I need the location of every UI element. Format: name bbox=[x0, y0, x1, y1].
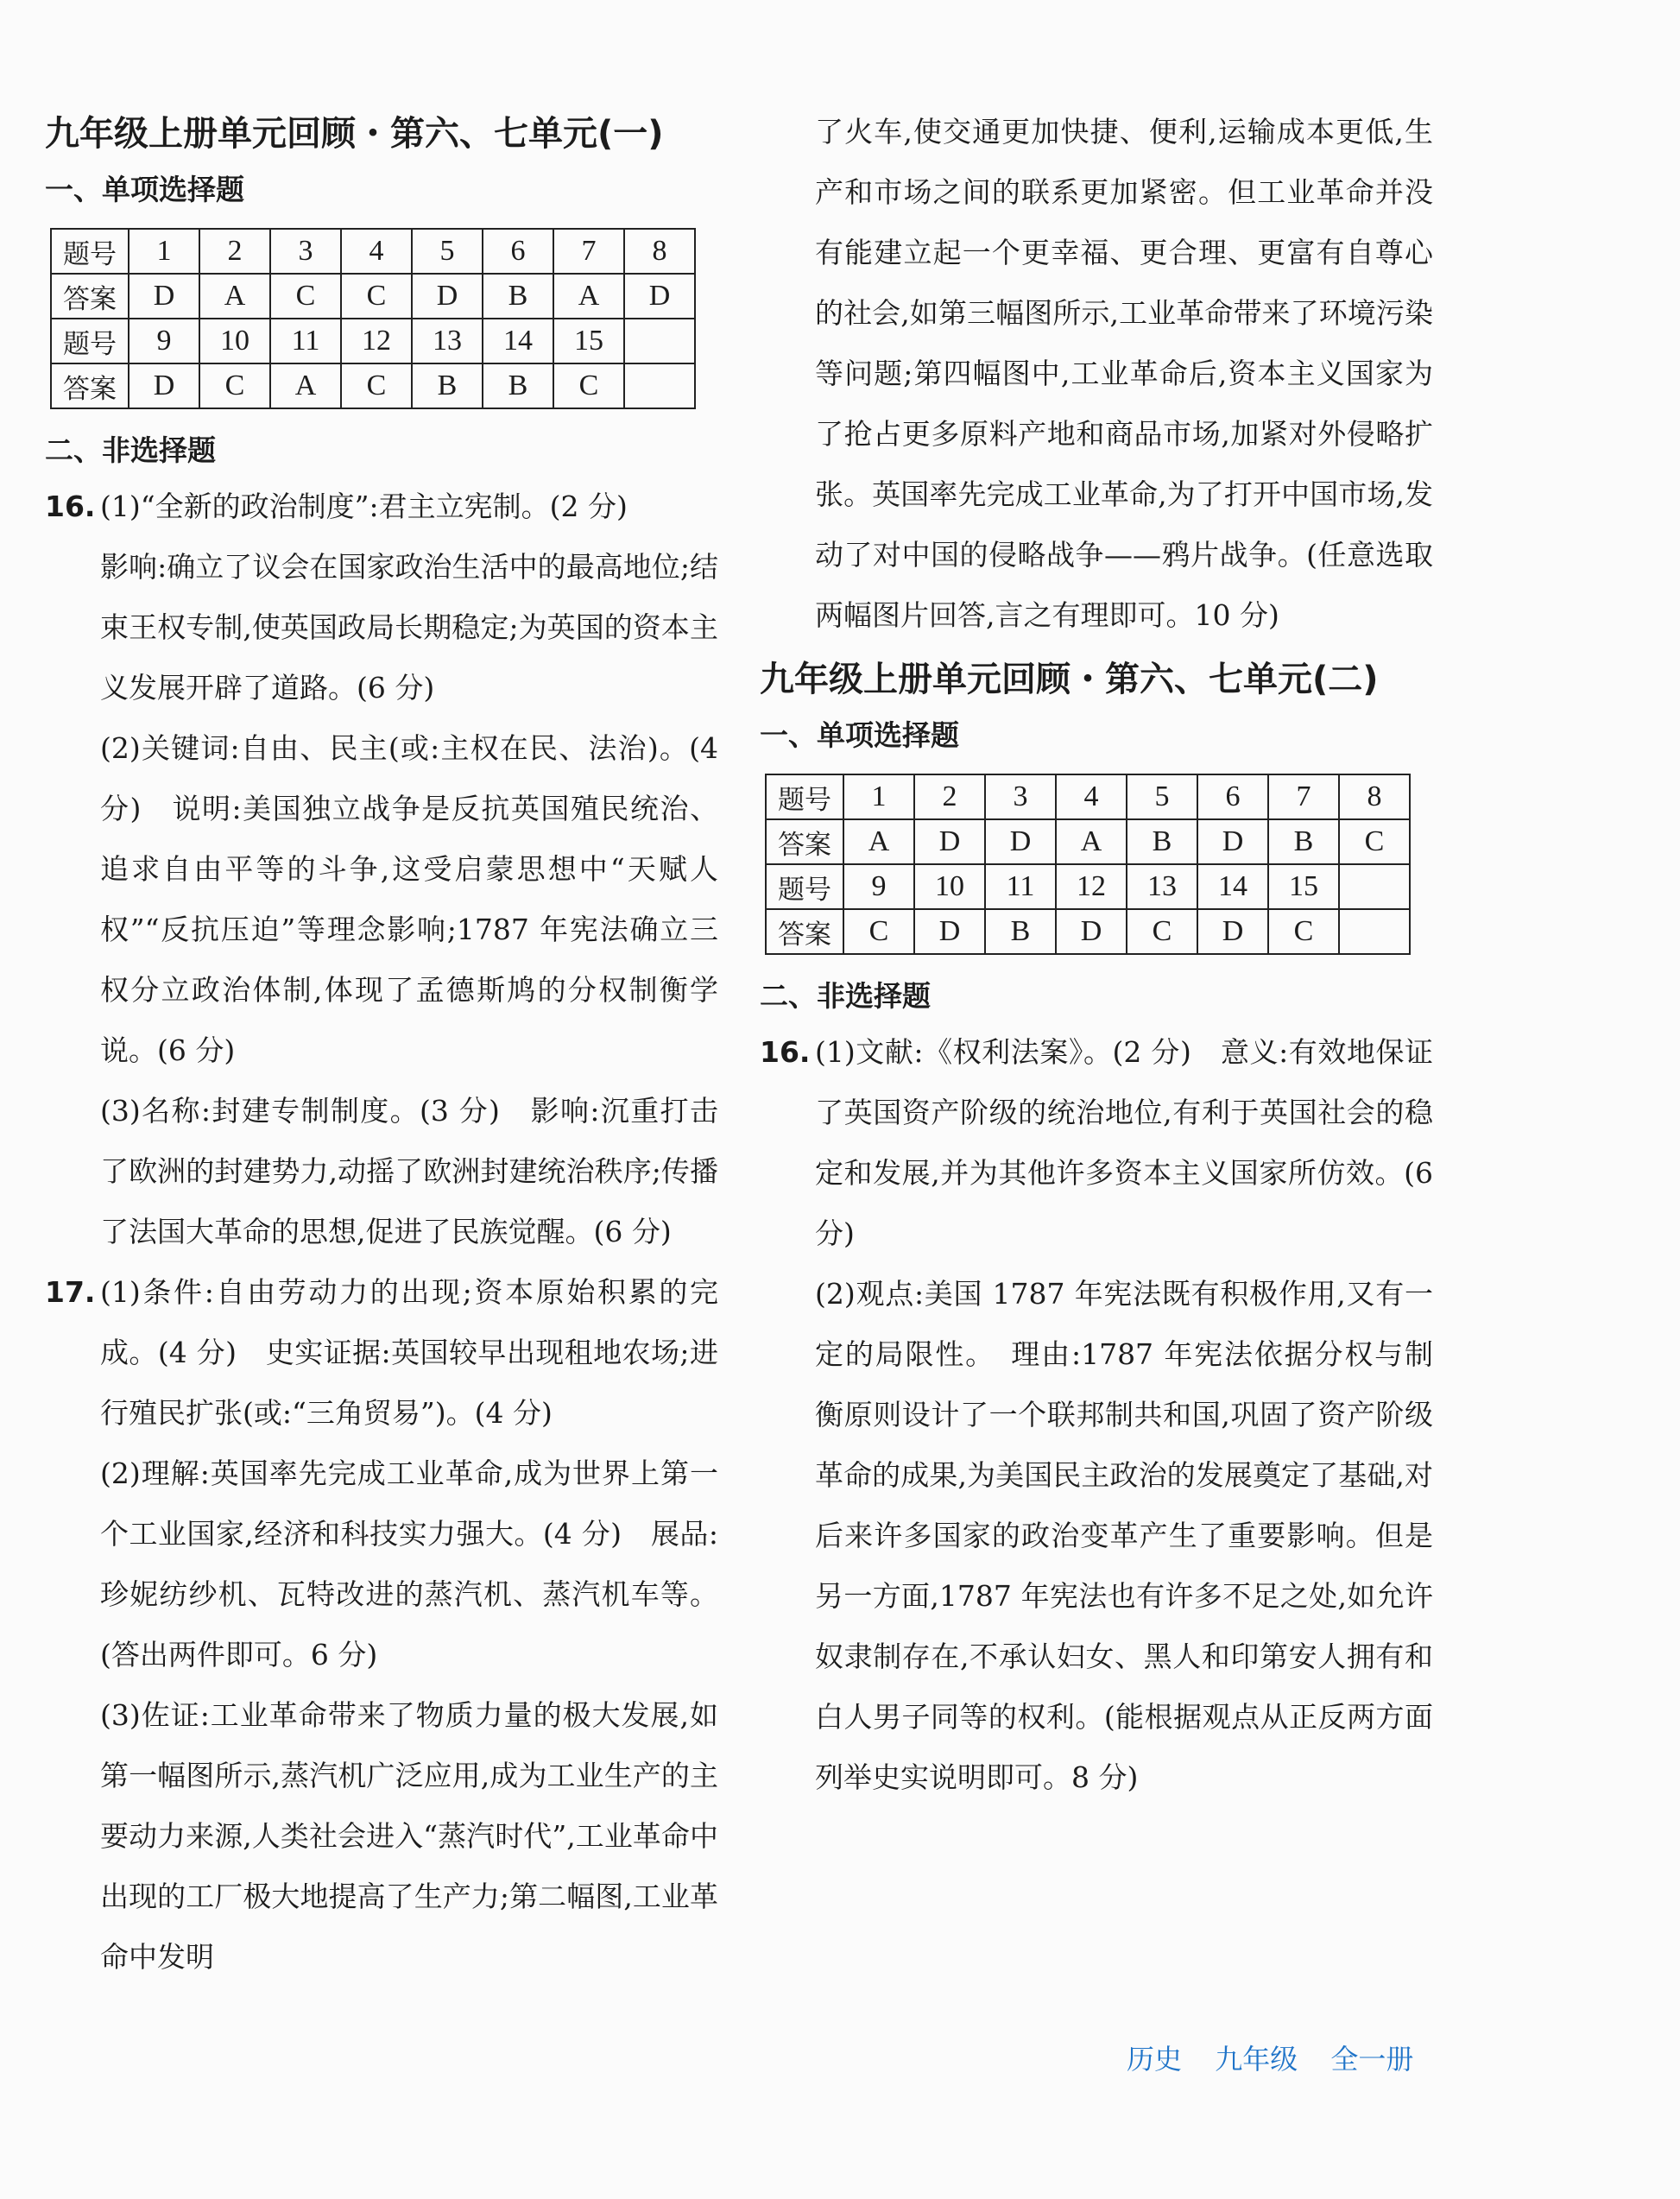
q-number: 10 bbox=[199, 319, 270, 363]
answer-cell: D bbox=[1197, 819, 1268, 864]
answer-cell: D bbox=[985, 819, 1056, 864]
answer-cell: B bbox=[1268, 819, 1339, 864]
q-number: 14 bbox=[483, 319, 553, 363]
section2-title: 九年级上册单元回顾・第六、七单元(二) bbox=[760, 660, 1379, 699]
q-number: 2 bbox=[199, 229, 270, 274]
q-number: 15 bbox=[1268, 864, 1339, 909]
answer-cell: C bbox=[843, 909, 914, 954]
table-row bbox=[51, 319, 695, 363]
answer-cell: D bbox=[914, 909, 985, 954]
answer-cell: D bbox=[412, 274, 483, 319]
answer-cell: D bbox=[129, 363, 199, 408]
q-number: 3 bbox=[985, 774, 1056, 819]
q-number: 3 bbox=[270, 229, 341, 274]
q-number: 5 bbox=[412, 229, 483, 274]
answer-cell: C bbox=[341, 363, 412, 408]
question-number: 17. bbox=[45, 1275, 96, 1309]
footer-subject: 历史 bbox=[1127, 2043, 1183, 2076]
answer-cell: C bbox=[553, 363, 624, 408]
q-number bbox=[624, 319, 695, 363]
header-cell: 题号 bbox=[766, 864, 843, 909]
q-number: 13 bbox=[412, 319, 483, 363]
table-row bbox=[51, 229, 695, 274]
header-cell: 答案 bbox=[766, 819, 843, 864]
q-number: 8 bbox=[1339, 774, 1410, 819]
answer-cell: D bbox=[624, 274, 695, 319]
q-number: 4 bbox=[1056, 774, 1127, 819]
q-number: 11 bbox=[985, 864, 1056, 909]
q-number: 15 bbox=[553, 319, 624, 363]
section1-part1-title: 一、单项选择题 bbox=[45, 173, 244, 206]
answer-cell: B bbox=[1127, 819, 1197, 864]
question-number: 16. bbox=[760, 1035, 811, 1069]
answer-paragraph: (3)名称:封建专制制度。(3 分) 影响:沉重打击了欧洲的封建势力,动摇了欧洲封建统治秩序;传播了法国大革命的思想,促进了民族觉醒。(6 分) bbox=[100, 1094, 718, 1248]
header-cell: 题号 bbox=[51, 229, 129, 274]
answer-cell: A bbox=[843, 819, 914, 864]
section2-part2-title: 二、非选择题 bbox=[760, 979, 931, 1013]
answer-cell: C bbox=[199, 363, 270, 408]
answer-cell bbox=[624, 363, 695, 408]
table-row bbox=[766, 774, 1410, 819]
table-row bbox=[51, 363, 695, 408]
question-16-section2 bbox=[760, 1022, 1433, 1808]
question-17-continued: 了火车,使交通更加快捷、便利,运输成本更低,生产和市场之间的联系更加紧密。但工业革命并没有能建立起一个更幸福、更合理、更富有自尊心的社会,如第三幅图所示,工业革命带来了环境污染等问题;第四幅图中,工业革命后,资本主义国家为了抢占更多原料产地和商品市场,加紧对外侵略扩张。英国率先完成工业革命,为了打开中国市场,发动了对中国的侵略战争——鸦片战争。(任意选取两幅图片回答,言之有理即可。10 分) bbox=[815, 115, 1433, 632]
q-number: 11 bbox=[270, 319, 341, 363]
section1-title: 九年级上册单元回顾・第六、七单元(一) bbox=[45, 114, 664, 154]
q-number: 9 bbox=[129, 319, 199, 363]
q-number: 6 bbox=[483, 229, 553, 274]
page-footer bbox=[1127, 2038, 1437, 2077]
answer-cell: D bbox=[914, 819, 985, 864]
q-number: 4 bbox=[341, 229, 412, 274]
q-number: 6 bbox=[1197, 774, 1268, 819]
q-number: 13 bbox=[1127, 864, 1197, 909]
answer-cell: C bbox=[1127, 909, 1197, 954]
q-number: 7 bbox=[553, 229, 624, 274]
q-number: 12 bbox=[341, 319, 412, 363]
answer-cell: D bbox=[1197, 909, 1268, 954]
footer-grade: 九年级 bbox=[1215, 2043, 1298, 2076]
answer-paragraph: (1)“全新的政治制度”:君主立宪制。(2 分) bbox=[100, 490, 628, 523]
answer-cell: A bbox=[553, 274, 624, 319]
answer-cell: C bbox=[341, 274, 412, 319]
question-16 bbox=[45, 477, 718, 1262]
q-number: 1 bbox=[129, 229, 199, 274]
answer-paragraph: (1)条件:自由劳动力的出现;资本原始积累的完成。(4 分) 史实证据:英国较早出现租地农场;进行殖民扩张(或:“三角贸易”)。(4 分) bbox=[100, 1275, 718, 1430]
footer-volume: 全一册 bbox=[1330, 2043, 1414, 2076]
header-cell: 题号 bbox=[51, 319, 129, 363]
q-number: 12 bbox=[1056, 864, 1127, 909]
q-number: 2 bbox=[914, 774, 985, 819]
answer-paragraph: 影响:确立了议会在国家政治生活中的最高地位;结束王权专制,使英国政局长期稳定;为英国的资本主义发展开辟了道路。(6 分) bbox=[100, 550, 718, 705]
answer-paragraph: (2)观点:美国 1787 年宪法既有积极作用,又有一定的局限性。 理由:1787 年宪法依据分权与制衡原则设计了一个联邦制共和国,巩固了资产阶级革命的成果,为美国民主政治的发展奠定了基础,对后来许多国家的政治变革产生了重要影响。但是另一方面,1787 年宪法也有许多不足之处,如允许奴隶制存在,不承认妇女、黑人和印第安人拥有和白人男子同等的权利。(能根据观点从正反两方面列举史实说明即可。8 分) bbox=[815, 1277, 1433, 1794]
question-17 bbox=[45, 1262, 718, 1987]
answer-cell: D bbox=[129, 274, 199, 319]
answer-cell: B bbox=[483, 363, 553, 408]
section1-part2-title: 二、非选择题 bbox=[45, 433, 216, 467]
answer-cell: B bbox=[483, 274, 553, 319]
answer-cell: C bbox=[270, 274, 341, 319]
answer-cell: B bbox=[985, 909, 1056, 954]
table-row bbox=[766, 864, 1410, 909]
header-cell: 答案 bbox=[51, 363, 129, 408]
header-cell: 答案 bbox=[766, 909, 843, 954]
answer-cell bbox=[1339, 909, 1410, 954]
q-number: 7 bbox=[1268, 774, 1339, 819]
right-column bbox=[760, 102, 1433, 1808]
answer-cell: B bbox=[412, 363, 483, 408]
section1-answer-table bbox=[50, 228, 696, 409]
answer-cell: A bbox=[270, 363, 341, 408]
answer-paragraph: (2)理解:英国率先完成工业革命,成为世界上第一个工业国家,经济和科技实力强大。(4 分) 展品:珍妮纺纱机、瓦特改进的蒸汽机、蒸汽机车等。(答出两件即可。6 分) bbox=[100, 1457, 718, 1671]
left-column bbox=[45, 104, 718, 1987]
answer-cell: A bbox=[199, 274, 270, 319]
answer-cell: C bbox=[1268, 909, 1339, 954]
q-number: 1 bbox=[843, 774, 914, 819]
q-number bbox=[1339, 864, 1410, 909]
table-row bbox=[51, 274, 695, 319]
answer-paragraph: (1)文献:《权利法案》。(2 分) 意义:有效地保证了英国资产阶级的统治地位,有利于英国社会的稳定和发展,并为其他许多资本主义国家所仿效。(6 分) bbox=[815, 1035, 1433, 1250]
answer-paragraph: (3)佐证:工业革命带来了物质力量的极大发展,如第一幅图所示,蒸汽机广泛应用,成为工业生产的主要动力来源,人类社会进入“蒸汽时代”,工业革命中出现的工厂极大地提高了生产力;第二幅图,工业革命中发明 bbox=[100, 1698, 718, 1974]
answer-paragraph: (2)关键词:自由、民主(或:主权在民、法治)。(4 分) 说明:美国独立战争是反抗英国殖民统治、追求自由平等的斗争,这受启蒙思想中“天赋人权”“反抗压迫”等理念影响;1787 年宪法确立三权分立政治体制,体现了孟德斯鸠的分权制衡学说。(6 分) bbox=[100, 731, 718, 1067]
answer-cell: A bbox=[1056, 819, 1127, 864]
q-number: 8 bbox=[624, 229, 695, 274]
section2-answer-table bbox=[765, 774, 1411, 955]
header-cell: 答案 bbox=[51, 274, 129, 319]
table-row bbox=[766, 819, 1410, 864]
q-number: 5 bbox=[1127, 774, 1197, 819]
q-number: 9 bbox=[843, 864, 914, 909]
question-number: 16. bbox=[45, 490, 96, 523]
q-number: 10 bbox=[914, 864, 985, 909]
section2-part1-title: 一、单项选择题 bbox=[760, 718, 959, 752]
q-number: 14 bbox=[1197, 864, 1268, 909]
answer-cell: D bbox=[1056, 909, 1127, 954]
header-cell: 题号 bbox=[766, 774, 843, 819]
table-row bbox=[766, 909, 1410, 954]
answer-cell: C bbox=[1339, 819, 1410, 864]
